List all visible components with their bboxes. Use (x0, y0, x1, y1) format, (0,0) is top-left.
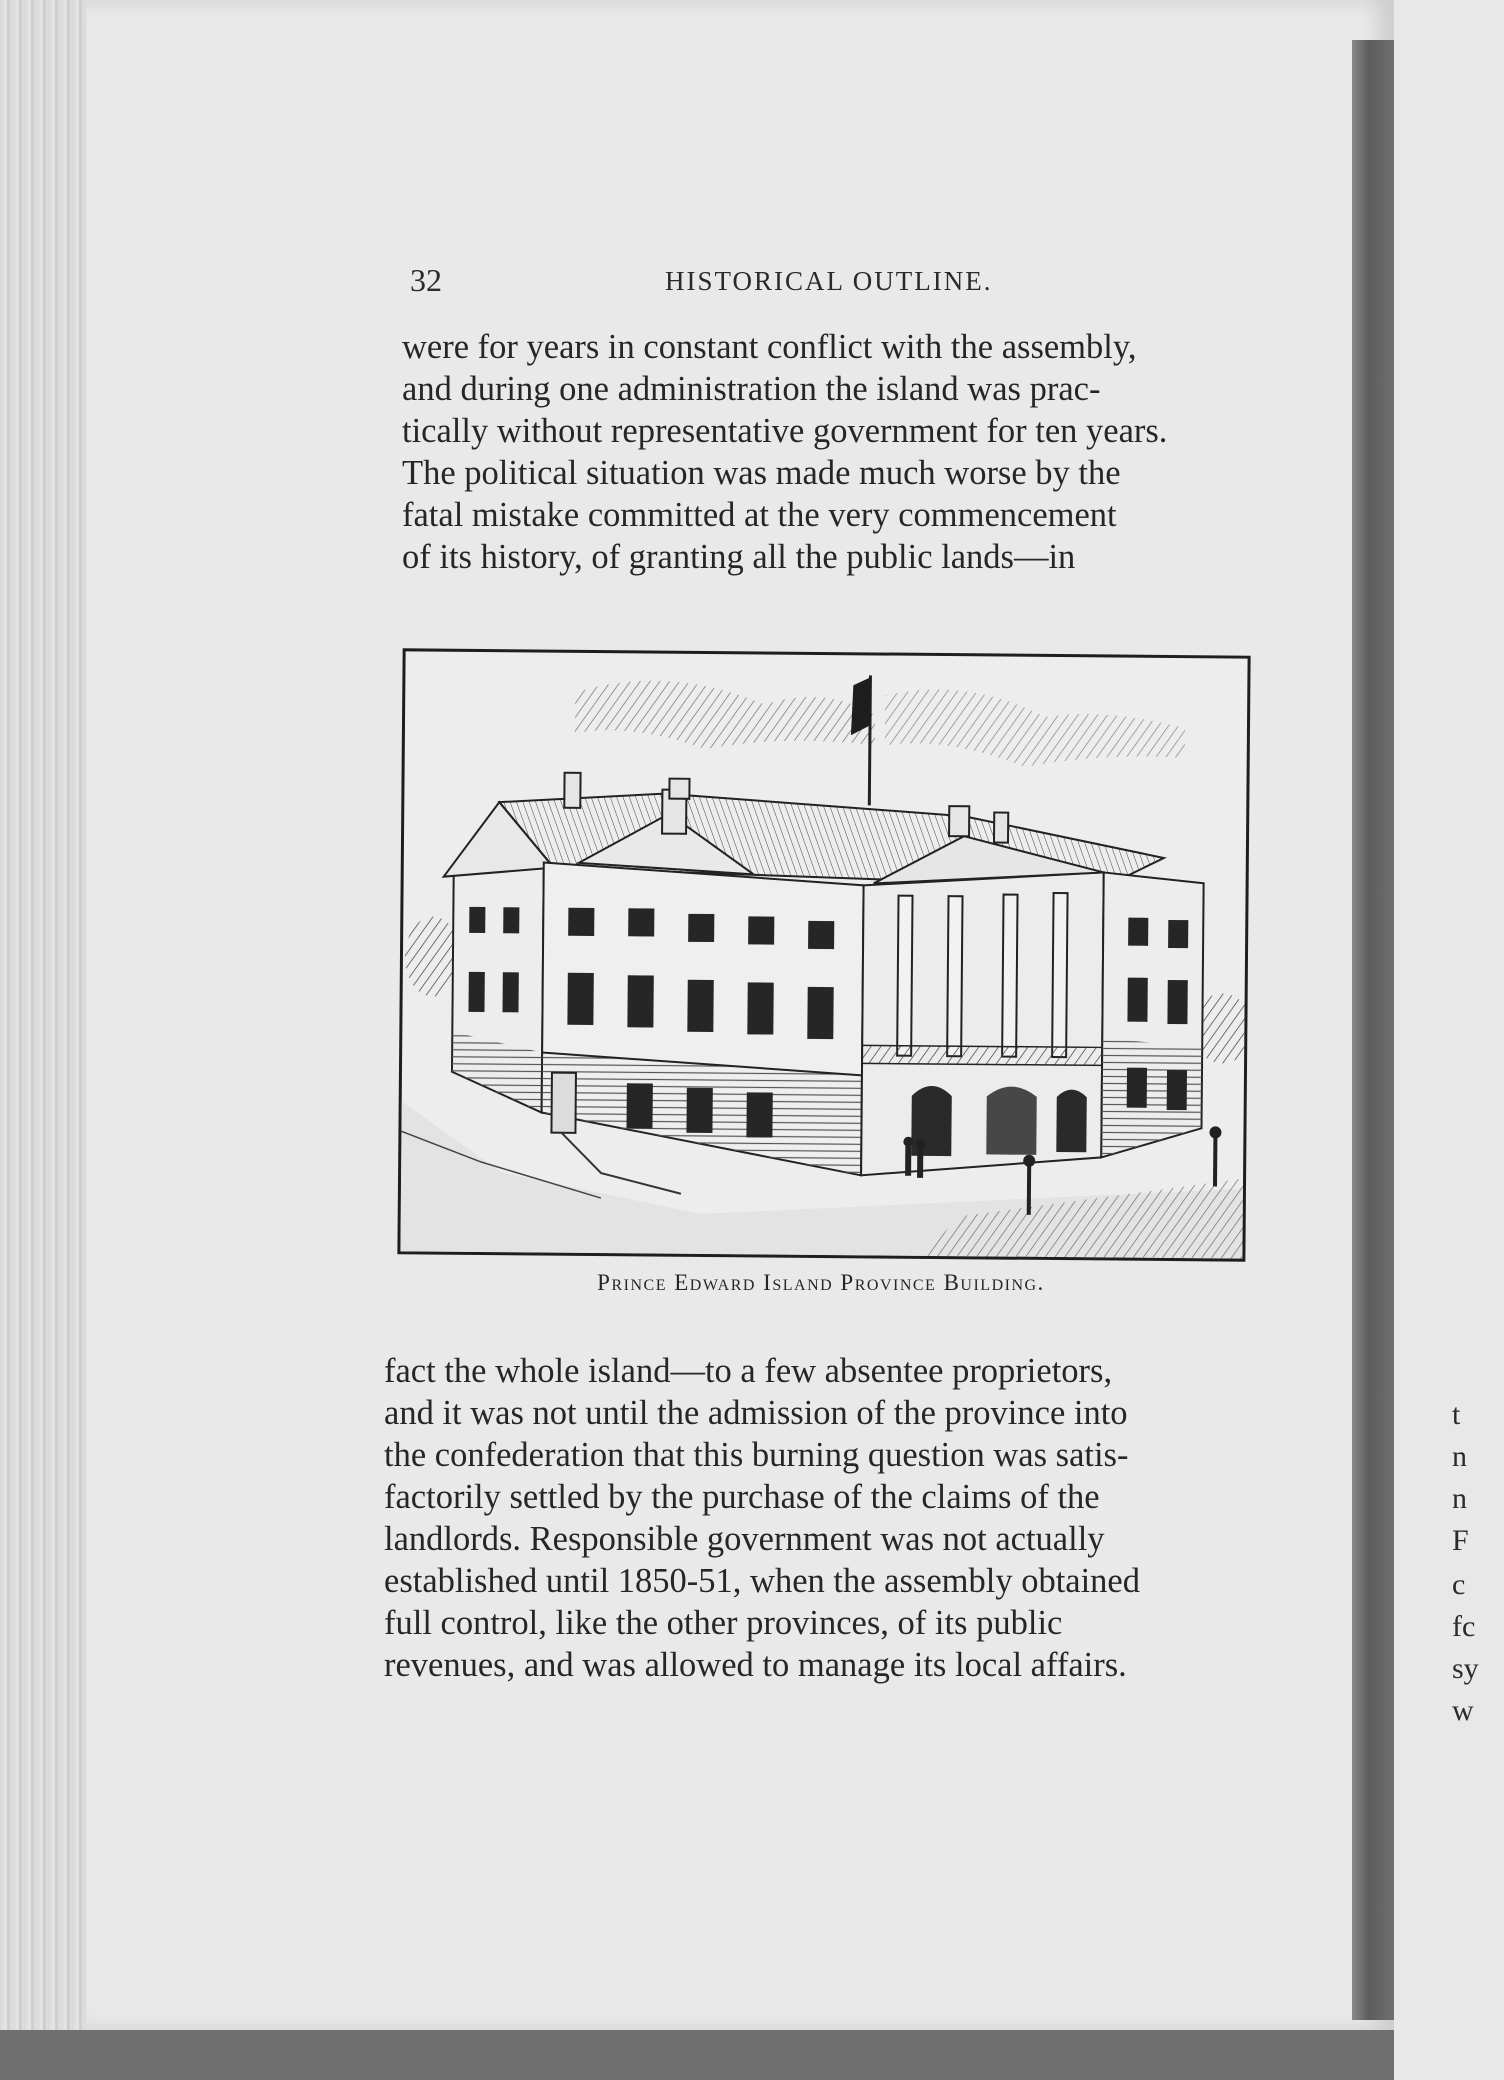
facing-page-fragment: n (1452, 1482, 1467, 1515)
figure-caption: Prince Edward Island Province Building. (597, 1270, 1045, 1295)
text-line: the confederation that this burning question was satis- (384, 1436, 1129, 1474)
book-gutter (1352, 40, 1394, 2020)
text-line: tically without representative government for ten years. (402, 412, 1168, 450)
running-title: HISTORICAL OUTLINE. (665, 266, 993, 296)
building-engraving (397, 648, 1250, 1261)
text-line: fact the whole island—to a few absentee proprietors, (384, 1352, 1113, 1390)
text-line: full control, like the other provinces, of its public (384, 1604, 1063, 1642)
text-line: The political situation was made much worse by the (402, 454, 1121, 492)
facing-page (1394, 0, 1504, 2080)
facing-page-fragment: sy (1452, 1652, 1479, 1685)
text-line: and during one administration the island was prac- (402, 370, 1101, 408)
text-line: factorily settled by the purchase of the claims of the (384, 1478, 1100, 1516)
text-line: and it was not until the admission of the province into (384, 1394, 1128, 1432)
text-line: revenues, and was allowed to manage its local affairs. (384, 1646, 1127, 1684)
paragraph-top (402, 326, 1260, 578)
facing-page-fragment: w (1452, 1694, 1474, 1727)
running-head (410, 262, 1310, 302)
building-illustration (400, 651, 1247, 1258)
text-line: of its history, of granting all the public lands—in (402, 538, 1076, 576)
text-line: fatal mistake committed at the very commencement (402, 496, 1117, 534)
facing-page-fragment: t (1452, 1398, 1461, 1431)
facing-page-fragment: F (1452, 1524, 1469, 1557)
facing-page-fragment: c (1452, 1568, 1466, 1601)
text-line: established until 1850-51, when the assembly obtained (384, 1562, 1140, 1600)
facing-page-fragment: n (1452, 1440, 1467, 1473)
text-line: landlords. Responsible government was not actually (384, 1520, 1105, 1558)
facing-page-fragment: fc (1452, 1610, 1476, 1643)
page-number: 32 (410, 262, 442, 298)
paragraph-bottom (384, 1350, 1240, 1686)
text-line: were for years in constant conflict with the assembly, (402, 328, 1137, 366)
book-bottom-edge (0, 2030, 1394, 2080)
